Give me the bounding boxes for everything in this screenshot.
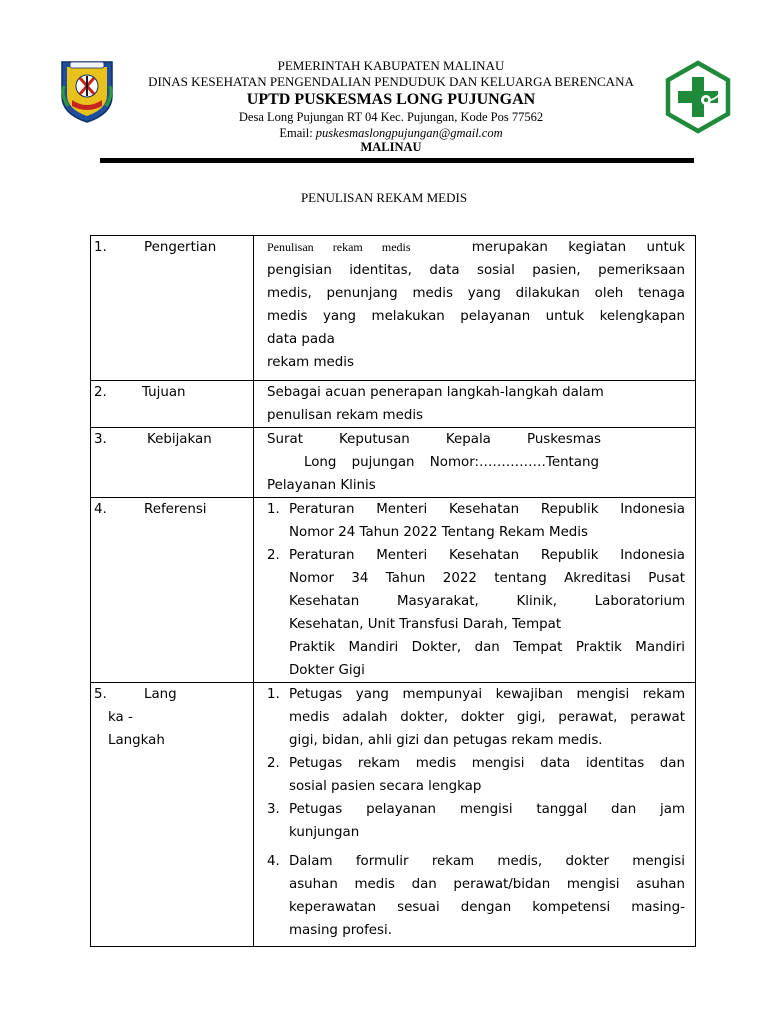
- content-line: Sebagai acuan penerapan langkah-langkah dalam: [267, 385, 604, 400]
- header-email: puskesmaslongpujungan@gmail.com: [315, 126, 503, 140]
- content-line: Kesehatan Masyarakat, Klinik, Laboratorium: [289, 594, 685, 609]
- list-number: 1.: [267, 687, 280, 702]
- content-line: Pelayanan Klinis: [267, 478, 376, 493]
- content-line: medis adalah dokter, dokter gigi, perawat, perawat: [289, 710, 685, 725]
- content-line: masing profesi.: [289, 923, 392, 938]
- content-line: kunjungan: [289, 825, 360, 840]
- content-line: data pada: [267, 332, 335, 347]
- list-item: [267, 798, 685, 844]
- header-email-line: [118, 125, 664, 141]
- letterhead-divider: [100, 158, 694, 163]
- content-line: Dalam formulir rekam medis, dokter mengisi: [289, 854, 685, 869]
- row-label: Referensi: [144, 502, 207, 517]
- row-label: Kebijakan: [147, 432, 212, 447]
- content-line: Petugas rekam medis mengisi data identitas dan: [289, 756, 685, 771]
- row-content-cell: [254, 428, 696, 498]
- content-line: Praktik Mandiri Dokter, dan Tempat Praktik Mandiri: [289, 640, 685, 655]
- row-label-cell: [91, 683, 254, 947]
- row-number: 4.: [94, 502, 107, 517]
- content-line: gigi, bidan, ahli gizi dan petugas rekam medis.: [289, 733, 603, 748]
- row-content-cell: [254, 498, 696, 683]
- list-number: 3.: [267, 802, 280, 817]
- document-title: PENULISAN REKAM MEDIS: [300, 190, 468, 205]
- content-line: rekam medis: [267, 355, 354, 370]
- content-line: Nomor 34 Tahun 2022 tentang Akreditasi Pusat: [289, 571, 685, 586]
- header-department: DINAS KESEHATAN PENGENDALIAN PENDUDUK DAN KELUARGA BERENCANA: [148, 74, 634, 89]
- content-line: keperawatan sesuai dengan kompetensi masing-: [289, 900, 685, 915]
- list-item: [267, 683, 685, 752]
- row-label-cell: [91, 236, 254, 381]
- content-line: merupakan kegiatan untuk: [471, 240, 685, 255]
- sop-table: [90, 235, 696, 947]
- content-line: Peraturan Menteri Kesehatan Republik Indonesia: [289, 502, 685, 517]
- row-label: Langkah: [108, 733, 165, 748]
- letterhead: [118, 58, 664, 154]
- content-line: Long pujungan Nomor:……………Tentang: [304, 455, 599, 470]
- content-line: Surat Keputusan Kepala Puskesmas: [267, 432, 601, 447]
- content-line: sosial pasien secara lengkap: [289, 779, 482, 794]
- list-number: 2.: [267, 756, 280, 771]
- content-line: Penulisan rekam medis: [267, 240, 411, 254]
- row-label: Tujuan: [142, 385, 186, 400]
- content-line: Peraturan Menteri Kesehatan Republik Indonesia: [289, 548, 685, 563]
- row-label-cell: [91, 428, 254, 498]
- content-line: Petugas yang mempunyai kewajiban mengisi rekam: [289, 687, 685, 702]
- list-number: 1.: [267, 502, 280, 517]
- list-number: 4.: [267, 854, 280, 869]
- row-number: 3.: [94, 432, 107, 447]
- row-number: 5.: [94, 687, 107, 702]
- puskesmas-green-cross-icon: [664, 60, 732, 134]
- header-institution: UPTD PUSKESMAS LONG PUJUNGAN: [246, 91, 536, 108]
- content-line: medis, penunjang medis yang dilakukan oleh tenaga: [267, 286, 685, 301]
- header-email-label: Email:: [279, 126, 316, 140]
- table-row: [91, 236, 696, 381]
- row-content-cell: [254, 683, 696, 947]
- row-number: 1.: [94, 240, 107, 255]
- content-line: Dokter Gigi: [289, 663, 365, 678]
- list-item: [267, 752, 685, 798]
- content-line: Nomor 24 Tahun 2022 Tentang Rekam Medis: [289, 525, 589, 540]
- content-line: asuhan medis dan perawat/bidan mengisi asuhan: [289, 877, 685, 892]
- table-row: [91, 428, 696, 498]
- row-label: Lang: [144, 687, 177, 702]
- header-address: Desa Long Pujungan RT 04 Kec. Pujungan, Kode Pos 77562: [238, 110, 544, 124]
- content-line: Petugas pelayanan mengisi tanggal dan jam: [289, 802, 685, 817]
- list-item: [267, 850, 685, 942]
- table-row: [91, 381, 696, 428]
- row-content-cell: [254, 381, 696, 428]
- table-row: [91, 498, 696, 683]
- row-content-cell: [254, 236, 696, 381]
- row-number: 2.: [94, 385, 107, 400]
- content-line: pengisian identitas, data sosial pasien, pemeriksaan: [267, 263, 685, 278]
- list-number: 2.: [267, 548, 280, 563]
- content-line: Kesehatan, Unit Transfusi Darah, Tempat: [289, 617, 562, 632]
- row-label-cell: [91, 498, 254, 683]
- list-item: [267, 498, 685, 544]
- malinau-regency-emblem-icon: [58, 56, 116, 124]
- list-item: [267, 544, 685, 682]
- content-line: penulisan rekam medis: [267, 408, 424, 423]
- row-label: ka -: [108, 710, 133, 725]
- table-row: [91, 683, 696, 947]
- header-government: PEMERINTAH KABUPATEN MALINAU: [277, 58, 505, 73]
- row-label: Pengertian: [144, 240, 217, 255]
- header-city: MALINAU: [360, 140, 422, 154]
- content-line: medis yang melakukan pelayanan untuk kelengkapan: [267, 309, 685, 324]
- row-label-cell: [91, 381, 254, 428]
